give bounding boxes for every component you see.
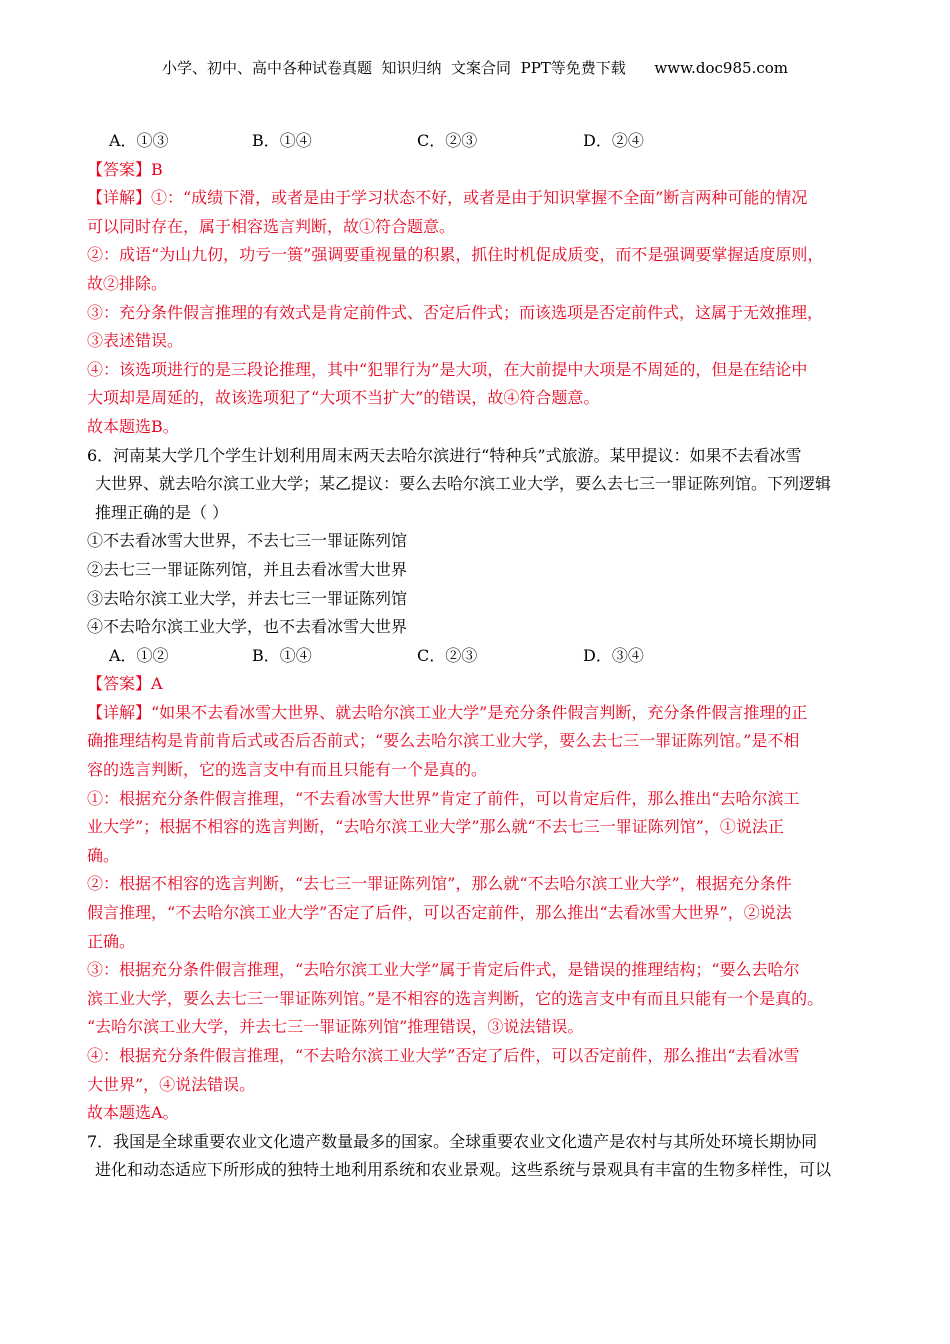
q6-stem-line: 6．河南某大学几个学生计划利用周末两天去哈尔滨进行“特种兵”式旅游。某甲提议：如果不去看冰雪 [87,445,802,465]
q6-explain-line: 假言推理，“不去哈尔滨工业大学”否定了后件，可以否定前件，那么推出“去看冰雪大世界”，②说法 [87,903,792,923]
q6-statement-4: ④不去哈尔滨工业大学，也不去看冰雪大世界 [87,617,408,637]
q5-explanation [87,184,867,441]
q6-explain-line: ③：根据充分条件假言推理，“去哈尔滨工业大学”属于肯定后件式，是错误的推理结构；“要么去哈尔 [87,960,800,980]
q6-explain-line: 大世界”，④说法错误。 [87,1074,256,1094]
q5-explain-line: ②：成语“为山九仞，功亏一篑”强调要重视量的积累，抓住时机促成质变，而不是强调要掌握适度原则， [87,245,824,265]
q6-option-d: D．③④ [583,645,644,665]
q5-explain-line: 故②排除。 [87,273,168,293]
q6-explain-line: 确。 [87,845,120,865]
q6-option-a: A．①② [109,645,169,665]
q5-option-a: A．①③ [109,131,169,150]
q6-explain-line: 【详解】“如果不去看冰雪大世界、就去哈尔滨工业大学”是充分条件假言判断，充分条件假言推理的正 [87,702,808,722]
q6-statements [87,527,867,641]
q5-explain-line: ④：该选项进行的是三段论推理，其中“犯罪行为”是大项，在大前提中大项是不周延的，但是在结论中 [87,359,808,379]
q6-option-c: C．②③ [417,645,478,665]
page-header: 小学、初中、高中各种试卷真题 知识归纳 文案合同 PPT等免费下载 www.doc985.com [161,59,788,77]
q6-stem-line: 推理正确的是（ ） [95,502,229,522]
q6-stem-line: 大世界、就去哈尔滨工业大学；某乙提议：要么去哈尔滨工业大学，要么去七三一罪证陈列馆。下列逻辑 [95,474,832,494]
q6-statement-3: ③去哈尔滨工业大学，并去七三一罪证陈列馆 [87,588,408,608]
q6-explain-line: 业大学”；根据不相容的选言判断，“去哈尔滨工业大学”那么就“不去七三一罪证陈列馆”，①说法正 [87,817,784,837]
q6-explain-line: “去哈尔滨工业大学，并去七三一罪证陈列馆”推理错误，③说法错误。 [87,1017,584,1037]
q6-statement-2: ②去七三一罪证陈列馆，并且去看冰雪大世界 [87,559,408,579]
q5-option-c: C．②③ [417,131,478,150]
document-body [87,127,867,1185]
q6-explain-line: ②：根据不相容的选言判断，“去七三一罪证陈列馆”，那么就“不去哈尔滨工业大学”，根据充分条件 [87,874,792,894]
q5-option-b: B．①④ [252,131,312,150]
q5-explain-line: 大项却是周延的，故该选项犯了“大项不当扩大”的错误，故④符合题意。 [87,388,600,408]
q5-explain-line: 可以同时存在，属于相容选言判断，故①符合题意。 [87,216,456,236]
q6-stem [87,442,867,528]
q6-option-b: B．①④ [252,645,312,665]
q5-explain-line: 【详解】①：“成绩下滑，或者是由于学习状态不好，或者是由于知识掌握不全面”断言两种可能的情况 [87,188,808,208]
q5-option-d: D．②④ [583,131,644,150]
q6-statement-1: ①不去看冰雪大世界，不去七三一罪证陈列馆 [87,531,408,551]
q6-explain-line: 故本题选A。 [87,1103,179,1123]
q5-answer: 【答案】B [87,159,163,179]
q5-explain-line: ③表述错误。 [87,331,184,351]
q7-stem [87,1128,867,1185]
q5-explain-line: 故本题选B。 [87,416,179,436]
q6-explain-line: 滨工业大学，要么去七三一罪证陈列馆。”是不相容的选言判断，它的选言支中有而且只能有一个是真的。 [87,988,824,1008]
q7-stem-line: 7．我国是全球重要农业文化遗产数量最多的国家。全球重要农业文化遗产是农村与其所处环境长期协同 [87,1131,818,1151]
q6-answer: 【答案】A [87,674,163,694]
q6-explain-line: ①：根据充分条件假言推理，“不去看冰雪大世界”肯定了前件，可以肯定后件，那么推出“去哈尔滨工 [87,788,800,808]
q6-explain-line: 确推理结构是肯前肯后式或否后否前式；“要么去哈尔滨工业大学，要么去七三一罪证陈列馆。”是不相 [87,731,800,751]
q6-explain-line: 容的选言判断，它的选言支中有而且只能有一个是真的。 [87,760,488,780]
q5-options [87,127,867,156]
q5-explain-line: ③：充分条件假言推理的有效式是肯定前件式、否定后件式；而该选项是否定前件式，这属于无效推理， [87,302,824,322]
q6-options [87,642,867,671]
q6-explain-line: ④：根据充分条件假言推理，“不去哈尔滨工业大学”否定了后件，可以否定前件，那么推出“去看冰雪 [87,1046,800,1065]
q6-explanation [87,699,867,1128]
q7-stem-line: 进化和动态适应下所形成的独特土地利用系统和农业景观。这些系统与景观具有丰富的生物多样性，可以 [95,1160,832,1180]
q6-explain-line: 正确。 [87,931,136,951]
